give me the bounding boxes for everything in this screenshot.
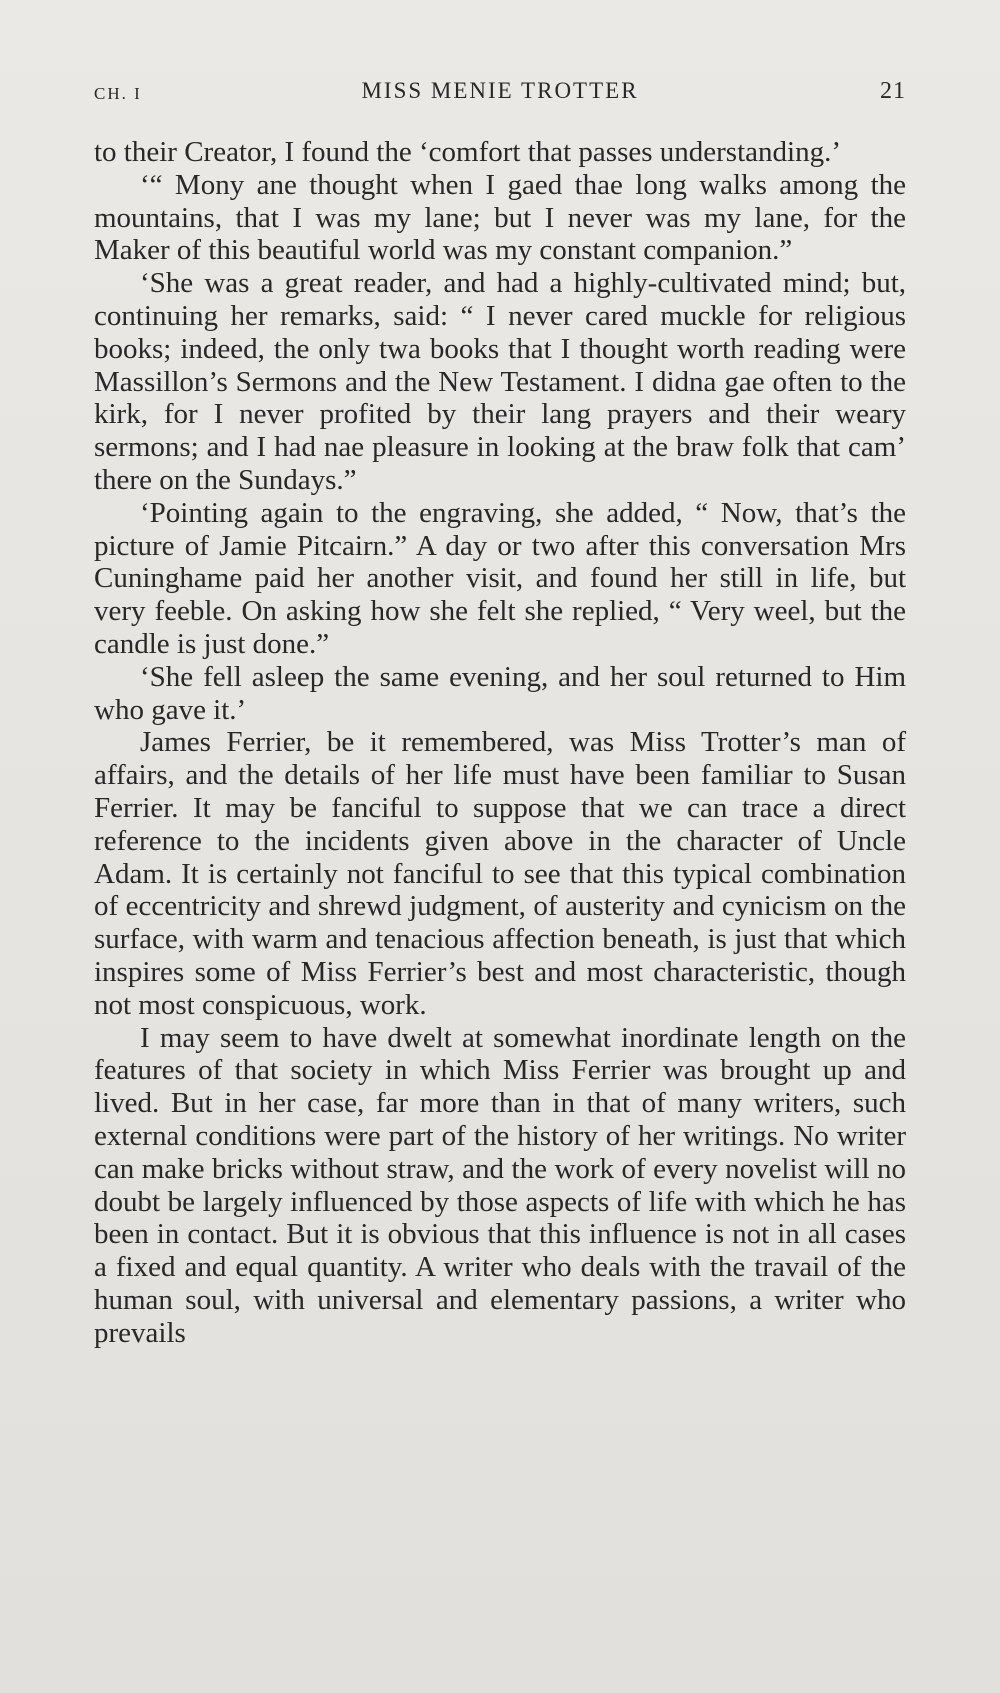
paragraph-quote-mony-ane: ‘“ Mony ane thought when I gaed thae long walks among the mountains, that I was my lane; but I never was my lane, for the Maker of this beautiful world was my constant companion.” bbox=[94, 168, 906, 267]
running-head bbox=[94, 78, 906, 108]
running-title: MISS MENIE TROTTER bbox=[361, 78, 639, 103]
paragraph-great-reader: ‘She was a great reader, and had a highly-cultivated mind; but, continuing her remarks, said: “ I never cared muckle for religious books; indeed, the only twa books that I thought worth reading were Massillon’s Sermons and the New Testament. I didna gae often to the kirk, for I never profited by their lang prayers and their weary sermons; and I had nae pleasure in looking at the braw folk that cam’ there on the Sundays.” bbox=[94, 267, 906, 496]
paragraph-james-ferrier: James Ferrier, be it remembered, was Miss Trotter’s man of affairs, and the details of her life must have been familiar to Susan Ferrier. It may be fanciful to suppose that we can trace a direct reference to the incidents given above in the character of Uncle Adam. It is certainly not fanciful to see that this typical combination of eccentricity and shrewd judgment, of austerity and cynicism on the surface, with warm and tenacious affection beneath, is just that which inspires some of Miss Ferrier’s best and most characteristic, though not most conspicuous, work. bbox=[94, 726, 906, 1021]
paragraph-continued: to their Creator, I found the ‘comfort that passes understanding.’ bbox=[94, 136, 841, 168]
chapter-label: CH. I bbox=[94, 84, 142, 103]
page-number: 21 bbox=[880, 78, 906, 104]
paragraph-engraving: ‘Pointing again to the engraving, she added, “ Now, that’s the picture of Jamie Pitcairn.” A day or two after this conversation Mrs Cuninghame paid her another visit, and found her still in life, but very feeble. On asking how she felt she replied, “ Very weel, but the candle is just done.” bbox=[94, 496, 906, 660]
paragraph-fell-asleep: ‘She fell asleep the same evening, and her soul returned to Him who gave it.’ bbox=[94, 660, 906, 726]
body-text bbox=[94, 136, 906, 1349]
paragraph-society: I may seem to have dwelt at somewhat inordinate length on the features of that society in which Miss Ferrier was brought up and lived. But in her case, far more than in that of many writers, such external conditions were part of the history of her writings. No writer can make bricks without straw, and the work of every novelist will no doubt be largely influenced by those aspects of life with which he has been in contact. But it is obvious that this influence is not in all cases a fixed and equal quantity. A writer who deals with the travail of the human soul, with universal and elementary passions, a writer who prevails bbox=[94, 1021, 906, 1349]
